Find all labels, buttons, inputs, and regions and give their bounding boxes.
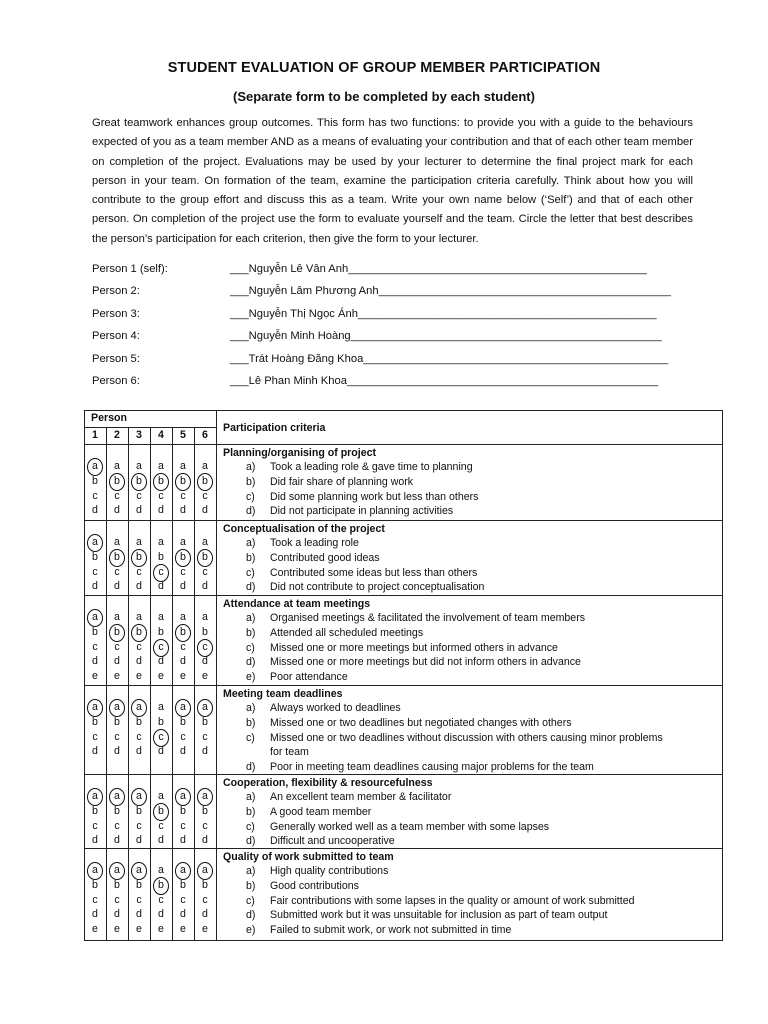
person-number: 6 — [202, 429, 208, 441]
person-label: Person 4: — [92, 330, 140, 343]
section-divider — [84, 848, 722, 849]
rating-letter[interactable]: d — [136, 580, 142, 593]
rating-letter[interactable]: c — [202, 565, 208, 578]
rating-letter[interactable]: c — [180, 893, 186, 906]
rating-letter[interactable]: c — [114, 893, 120, 906]
rating-letter[interactable]: a — [158, 701, 164, 713]
person-label: Person 3: — [92, 307, 140, 320]
circled-rating-mark — [153, 564, 169, 582]
person-list — [92, 262, 692, 396]
rating-letter[interactable]: c — [158, 640, 164, 653]
person-row — [92, 374, 692, 396]
option-letter: b) — [246, 475, 256, 488]
criteria-header: Participation criteria — [223, 422, 326, 434]
option-letter: b) — [246, 716, 256, 729]
section-divider — [84, 685, 722, 686]
rating-letter[interactable]: d — [136, 908, 142, 921]
option-text: Missed one or more meetings but informed others in advance — [270, 641, 558, 654]
rating-letter[interactable]: b — [136, 715, 142, 728]
rating-letter[interactable]: b — [114, 878, 120, 891]
option-letter: b) — [246, 626, 256, 639]
option-letter: a) — [246, 702, 256, 714]
circled-rating-mark — [131, 699, 147, 717]
option-letter: e) — [246, 924, 256, 937]
option-letter: c) — [246, 566, 255, 579]
circled-rating-mark — [197, 862, 213, 880]
rating-letter[interactable]: a — [158, 611, 164, 623]
rating-letter[interactable]: c — [92, 489, 98, 502]
rating-letter[interactable]: a — [136, 536, 142, 548]
rating-letter[interactable]: c — [180, 489, 186, 502]
circled-rating-mark — [175, 862, 191, 880]
rating-letter[interactable]: e — [114, 670, 120, 683]
option-letter: a) — [246, 612, 256, 624]
rating-letter[interactable]: e — [92, 923, 98, 936]
rating-letter[interactable]: e — [158, 923, 164, 936]
rating-letter[interactable]: d — [92, 908, 98, 921]
circled-rating-mark — [109, 862, 125, 880]
rating-letter[interactable]: d — [180, 580, 186, 593]
person-number: 4 — [158, 429, 164, 441]
rating-letter[interactable]: c — [136, 565, 142, 578]
circled-rating-mark — [197, 699, 213, 717]
rating-letter[interactable]: b — [180, 550, 186, 563]
rating-letter[interactable]: d — [202, 745, 208, 758]
rating-letter[interactable]: d — [114, 745, 120, 758]
circled-rating-mark — [109, 699, 125, 717]
rating-letter[interactable]: b — [136, 474, 142, 487]
rating-letter[interactable]: b — [158, 715, 164, 728]
rating-letter[interactable]: e — [92, 670, 98, 683]
option-letter: a) — [246, 461, 256, 473]
rating-letter[interactable]: c — [180, 819, 186, 832]
circled-rating-mark — [175, 549, 191, 567]
rating-letter[interactable]: c — [180, 730, 186, 743]
option-letter: b) — [246, 805, 256, 818]
person-number: 1 — [92, 429, 98, 441]
rating-letter[interactable]: a — [92, 611, 98, 623]
table-border-bottom — [84, 940, 722, 941]
rating-letter[interactable]: b — [114, 474, 120, 487]
circled-rating-mark — [109, 549, 125, 567]
person-number: 3 — [136, 429, 142, 441]
rating-letter[interactable]: c — [158, 819, 164, 832]
section-divider — [84, 520, 722, 521]
rating-letter[interactable]: d — [136, 834, 142, 847]
option-text: Did fair share of planning work — [270, 475, 414, 488]
rating-letter[interactable]: b — [202, 878, 208, 891]
option-letter: c) — [246, 894, 255, 907]
rating-letter[interactable]: a — [114, 460, 120, 472]
circled-rating-mark — [109, 624, 125, 642]
rating-letter[interactable]: b — [180, 804, 186, 817]
rating-letter[interactable]: d — [202, 655, 208, 668]
rating-letter[interactable]: d — [92, 745, 98, 758]
rating-letter[interactable]: b — [114, 715, 120, 728]
option-letter: d) — [246, 505, 256, 518]
rating-letter[interactable]: c — [202, 489, 208, 502]
option-letter: d) — [246, 761, 256, 774]
circled-rating-mark — [87, 699, 103, 717]
option-text: Difficult and uncooperative — [270, 835, 395, 848]
option-text: Good contributions — [270, 879, 359, 892]
rating-letter[interactable]: c — [136, 489, 142, 502]
rating-letter[interactable]: b — [158, 625, 164, 638]
rating-letter[interactable]: d — [92, 655, 98, 668]
person-name-field[interactable]: ___Nguyễn Minh Hoàng__________________________________________________ — [230, 330, 662, 343]
option-text: Poor in meeting team deadlines causing major problems for the team — [270, 761, 594, 774]
circled-rating-mark — [87, 458, 103, 476]
rating-letter[interactable]: c — [136, 730, 142, 743]
option-text: Missed one or two deadlines but negotiated changes with others — [270, 716, 572, 729]
circled-rating-mark — [87, 609, 103, 627]
rating-letter[interactable]: a — [202, 536, 208, 548]
rating-letter[interactable]: d — [114, 580, 120, 593]
rating-letter[interactable]: e — [136, 670, 142, 683]
person-name-field[interactable]: ___Lê Phan Minh Khoa__________________________________________________ — [230, 374, 659, 387]
rating-letter[interactable]: b — [202, 625, 208, 638]
person-number: 5 — [180, 429, 186, 441]
option-text: Did not contribute to project conceptualisation — [270, 581, 485, 594]
person-number: 2 — [114, 429, 120, 441]
option-letter: d) — [246, 581, 256, 594]
rating-letter[interactable]: c — [114, 640, 120, 653]
rating-letter[interactable]: b — [92, 715, 98, 728]
option-letter: c) — [246, 731, 255, 744]
circled-rating-mark — [131, 862, 147, 880]
option-letter: a) — [246, 537, 256, 549]
rating-letter[interactable]: d — [180, 655, 186, 668]
rating-letter[interactable]: d — [202, 834, 208, 847]
circled-rating-mark — [87, 788, 103, 806]
rating-letter[interactable]: d — [180, 908, 186, 921]
option-letter: c) — [246, 641, 255, 654]
rating-letter[interactable]: a — [92, 790, 98, 802]
rating-letter[interactable]: c — [202, 730, 208, 743]
option-letter: e) — [246, 671, 256, 684]
person-name-field[interactable]: ___Nguyễn Lâm Phương Anh_______________________________________________ — [230, 285, 671, 298]
rating-letter[interactable]: c — [92, 819, 98, 832]
rating-letter[interactable]: d — [158, 908, 164, 921]
rating-letter[interactable]: b — [92, 804, 98, 817]
option-text: for team — [270, 746, 309, 759]
rating-letter[interactable]: a — [136, 460, 142, 472]
option-text: Contributed good ideas — [270, 551, 380, 564]
rating-letter[interactable]: e — [180, 670, 186, 683]
rating-letter[interactable]: c — [158, 730, 164, 743]
rating-letter[interactable]: e — [202, 670, 208, 683]
rating-letter[interactable]: b — [136, 550, 142, 563]
circled-rating-mark — [175, 699, 191, 717]
option-letter: d) — [246, 656, 256, 669]
rating-letter[interactable]: a — [158, 790, 164, 802]
rating-letter[interactable]: a — [92, 460, 98, 472]
table-border-right — [722, 410, 723, 941]
section-title: Cooperation, flexibility & resourcefulness — [223, 777, 433, 789]
rating-letter[interactable]: d — [136, 655, 142, 668]
rating-letter[interactable]: b — [136, 804, 142, 817]
circled-rating-mark — [87, 862, 103, 880]
rating-letter[interactable]: a — [180, 460, 186, 472]
rating-letter[interactable]: a — [202, 864, 208, 876]
person-name-field[interactable]: ___Nguyễn Thị Ngọc Ánh________________________________________________ — [230, 307, 657, 320]
option-text: A good team member — [270, 805, 372, 818]
rating-letter[interactable]: d — [180, 834, 186, 847]
option-text: Fair contributions with some lapses in the quality or amount of work submitted — [270, 894, 635, 907]
circled-rating-mark — [131, 473, 147, 491]
option-letter: a) — [246, 791, 256, 803]
person-name-field[interactable]: ___Nguyễn Lê Vân Anh________________________________________________ — [230, 263, 647, 275]
circled-rating-mark — [153, 639, 169, 657]
rating-letter[interactable]: b — [136, 625, 142, 638]
rating-letter[interactable]: a — [158, 864, 164, 876]
rating-letter[interactable]: d — [114, 504, 120, 517]
rating-letter[interactable]: a — [136, 864, 142, 876]
section-title: Planning/organising of project — [223, 447, 377, 459]
person-label: Person 1 (self): — [92, 263, 168, 275]
option-text: Took a leading role & gave time to planning — [270, 461, 473, 473]
person-label: Person 6: — [92, 374, 140, 387]
rating-letter[interactable]: a — [202, 790, 208, 802]
rating-letter[interactable]: c — [114, 819, 120, 832]
rating-letter[interactable]: b — [158, 550, 164, 563]
rating-letter[interactable]: d — [114, 834, 120, 847]
rating-letter[interactable]: a — [180, 701, 186, 713]
circled-rating-mark — [87, 534, 103, 552]
circled-rating-mark — [175, 624, 191, 642]
rating-letter[interactable]: c — [92, 640, 98, 653]
rating-letter[interactable]: c — [92, 893, 98, 906]
rating-letter[interactable]: e — [158, 670, 164, 683]
circled-rating-mark — [153, 803, 169, 821]
rating-letter[interactable]: b — [202, 804, 208, 817]
rating-letter[interactable]: d — [158, 834, 164, 847]
rating-letter[interactable]: a — [114, 790, 120, 802]
option-letter: c) — [246, 490, 255, 503]
rating-letter[interactable]: d — [158, 655, 164, 668]
rating-letter[interactable]: c — [202, 893, 208, 906]
rating-letter[interactable]: b — [114, 550, 120, 563]
circled-rating-mark — [153, 877, 169, 895]
rating-letter[interactable]: b — [180, 878, 186, 891]
option-letter: b) — [246, 551, 256, 564]
rating-letter[interactable]: b — [92, 625, 98, 638]
rating-letter[interactable]: c — [202, 640, 208, 653]
rating-letter[interactable]: a — [92, 864, 98, 876]
section-title: Conceptualisation of the project — [223, 523, 385, 535]
rating-letter[interactable]: a — [202, 460, 208, 472]
table-border-top — [84, 410, 722, 411]
rating-letter[interactable]: c — [180, 565, 186, 578]
rating-letter[interactable]: a — [136, 611, 142, 623]
rating-letter[interactable]: e — [180, 923, 186, 936]
option-letter: c) — [246, 820, 255, 833]
rating-letter[interactable]: d — [180, 504, 186, 517]
rating-letter[interactable]: b — [114, 804, 120, 817]
option-text: Missed one or more meetings but did not inform others in advance — [270, 656, 581, 669]
rating-letter[interactable]: d — [92, 504, 98, 517]
rating-letter[interactable]: a — [92, 701, 98, 713]
rating-letter[interactable]: b — [158, 878, 164, 891]
rating-letter[interactable]: b — [180, 715, 186, 728]
rating-letter[interactable]: e — [202, 923, 208, 936]
rating-letter[interactable]: d — [114, 908, 120, 921]
rating-letter[interactable]: d — [202, 504, 208, 517]
option-text: An excellent team member & facilitator — [270, 791, 452, 803]
rating-letter[interactable]: c — [92, 565, 98, 578]
option-text: Took a leading role — [270, 537, 359, 549]
option-text: Contributed some ideas but less than others — [270, 566, 478, 579]
circled-rating-mark — [131, 788, 147, 806]
rating-letter[interactable]: d — [136, 745, 142, 758]
rating-letter[interactable]: c — [180, 640, 186, 653]
person-label: Person 2: — [92, 285, 140, 298]
section-title: Meeting team deadlines — [223, 688, 343, 700]
rating-letter[interactable]: a — [136, 701, 142, 713]
rating-letter[interactable]: c — [158, 565, 164, 578]
form-subtitle: (Separate form to be completed by each student) — [233, 89, 535, 104]
option-text: Poor attendance — [270, 671, 348, 684]
person-name-field[interactable]: ___Trát Hoàng Đăng Khoa_________________________________________________ — [230, 352, 669, 365]
option-text: Attended all scheduled meetings — [270, 626, 424, 639]
rating-letter[interactable]: c — [136, 640, 142, 653]
option-text: Did not participate in planning activities — [270, 505, 454, 518]
rating-letter[interactable]: c — [114, 730, 120, 743]
rating-letter[interactable]: b — [92, 878, 98, 891]
circled-rating-mark — [197, 473, 213, 491]
rating-letter[interactable]: d — [180, 745, 186, 758]
section-title: Quality of work submitted to team — [223, 851, 394, 863]
circled-rating-mark — [153, 473, 169, 491]
rating-letter[interactable]: b — [158, 804, 164, 817]
rating-letter[interactable]: b — [114, 625, 120, 638]
rating-letter[interactable]: d — [136, 504, 142, 517]
rating-letter[interactable]: e — [114, 923, 120, 936]
option-text: Organised meetings & facilitated the involvement of team members — [270, 612, 586, 624]
rating-letter[interactable]: b — [180, 625, 186, 638]
criteria-divider — [216, 410, 217, 940]
rating-letter[interactable]: c — [202, 819, 208, 832]
person-label: Person 5: — [92, 352, 140, 365]
rating-letter[interactable]: a — [114, 611, 120, 623]
option-letter: d) — [246, 909, 256, 922]
form-title: STUDENT EVALUATION OF GROUP MEMBER PARTICIPATION — [167, 60, 601, 76]
rating-letter[interactable]: d — [92, 834, 98, 847]
option-letter: b) — [246, 879, 256, 892]
circled-rating-mark — [175, 788, 191, 806]
circled-rating-mark — [153, 729, 169, 747]
rating-letter[interactable]: a — [114, 701, 120, 713]
rating-letter[interactable]: c — [136, 893, 142, 906]
option-letter: d) — [246, 835, 256, 848]
circled-rating-mark — [175, 473, 191, 491]
rating-letter[interactable]: b — [202, 550, 208, 563]
rating-letter[interactable]: d — [202, 908, 208, 921]
circled-rating-mark — [109, 473, 125, 491]
rating-letter[interactable]: b — [158, 474, 164, 487]
rating-letter[interactable]: d — [92, 580, 98, 593]
rating-letter[interactable]: a — [202, 701, 208, 713]
rating-letter[interactable]: a — [158, 536, 164, 548]
rating-letter[interactable]: d — [158, 504, 164, 517]
circled-rating-mark — [109, 788, 125, 806]
rating-letter[interactable]: c — [92, 730, 98, 743]
rating-letter[interactable]: d — [158, 580, 164, 593]
rating-letter[interactable]: a — [114, 536, 120, 548]
section-title: Attendance at team meetings — [223, 598, 371, 610]
rating-letter[interactable]: c — [114, 489, 120, 502]
circled-rating-mark — [197, 639, 213, 657]
person-row — [92, 352, 692, 374]
circled-rating-mark — [131, 624, 147, 642]
option-text: Submitted work but it was unsuitable for inclusion as part of team output — [270, 909, 608, 922]
evaluation-table — [84, 410, 722, 940]
rating-letter[interactable]: c — [158, 489, 164, 502]
rating-letter[interactable]: d — [114, 655, 120, 668]
circled-rating-mark — [197, 549, 213, 567]
option-text: Always worked to deadlines — [270, 702, 401, 714]
rating-letter[interactable]: c — [114, 565, 120, 578]
rating-letter[interactable]: b — [92, 474, 98, 487]
rating-letter[interactable]: c — [158, 893, 164, 906]
option-text: High quality contributions — [270, 865, 389, 877]
option-text: Did some planning work but less than others — [270, 490, 479, 503]
option-text: Missed one or two deadlines without discussion with others causing minor problems — [270, 731, 663, 744]
rating-letter[interactable]: a — [136, 790, 142, 802]
intro-paragraph: Great teamwork enhances group outcomes. This form has two functions: to provide you with a guide to the behaviours expected of you as a team member AND as a means of evaluating your contribution and that of each other team member on completion of the project. Evaluations may be used by your lecturer to determine the final project mark for each person in your team. On formation of the team, examine the participation criteria carefully. Think about how you will contribute to the group effort and discuss this as a team. Write your own name below (‘Self’) and that of each other person. On completion of the project use the form to evaluate yourself and the team. Circle the letter that best describes the person’s participation for each criterion, then give the form to your lecturer. — [92, 117, 693, 245]
circled-rating-mark — [131, 549, 147, 567]
rating-letter[interactable]: a — [180, 536, 186, 548]
rating-letter[interactable]: c — [136, 819, 142, 832]
person-row — [92, 307, 692, 329]
rating-letter[interactable]: d — [202, 580, 208, 593]
rating-letter[interactable]: b — [180, 474, 186, 487]
option-letter: a) — [246, 865, 256, 877]
rating-letter[interactable]: a — [92, 536, 98, 548]
person-row — [92, 262, 692, 284]
rating-letter[interactable]: e — [136, 923, 142, 936]
circled-rating-mark — [197, 788, 213, 806]
rating-letter[interactable]: a — [180, 790, 186, 802]
rating-letter[interactable]: a — [180, 611, 186, 623]
person-header-divider — [84, 427, 216, 428]
person-row — [92, 329, 692, 351]
rating-letter[interactable]: a — [202, 611, 208, 623]
rating-letter[interactable]: a — [180, 864, 186, 876]
person-header: Person — [91, 412, 127, 424]
rating-letter[interactable]: b — [202, 715, 208, 728]
person-row — [92, 284, 692, 306]
rating-letter[interactable]: d — [158, 745, 164, 758]
option-text: Generally worked well as a team member with some lapses — [270, 820, 550, 833]
rating-letter[interactable]: b — [202, 474, 208, 487]
rating-letter[interactable]: a — [158, 460, 164, 472]
section-divider — [84, 444, 722, 445]
rating-letter[interactable]: b — [92, 550, 98, 563]
option-text: Failed to submit work, or work not submitted in time — [270, 924, 512, 937]
rating-letter[interactable]: a — [114, 864, 120, 876]
rating-letter[interactable]: b — [136, 878, 142, 891]
